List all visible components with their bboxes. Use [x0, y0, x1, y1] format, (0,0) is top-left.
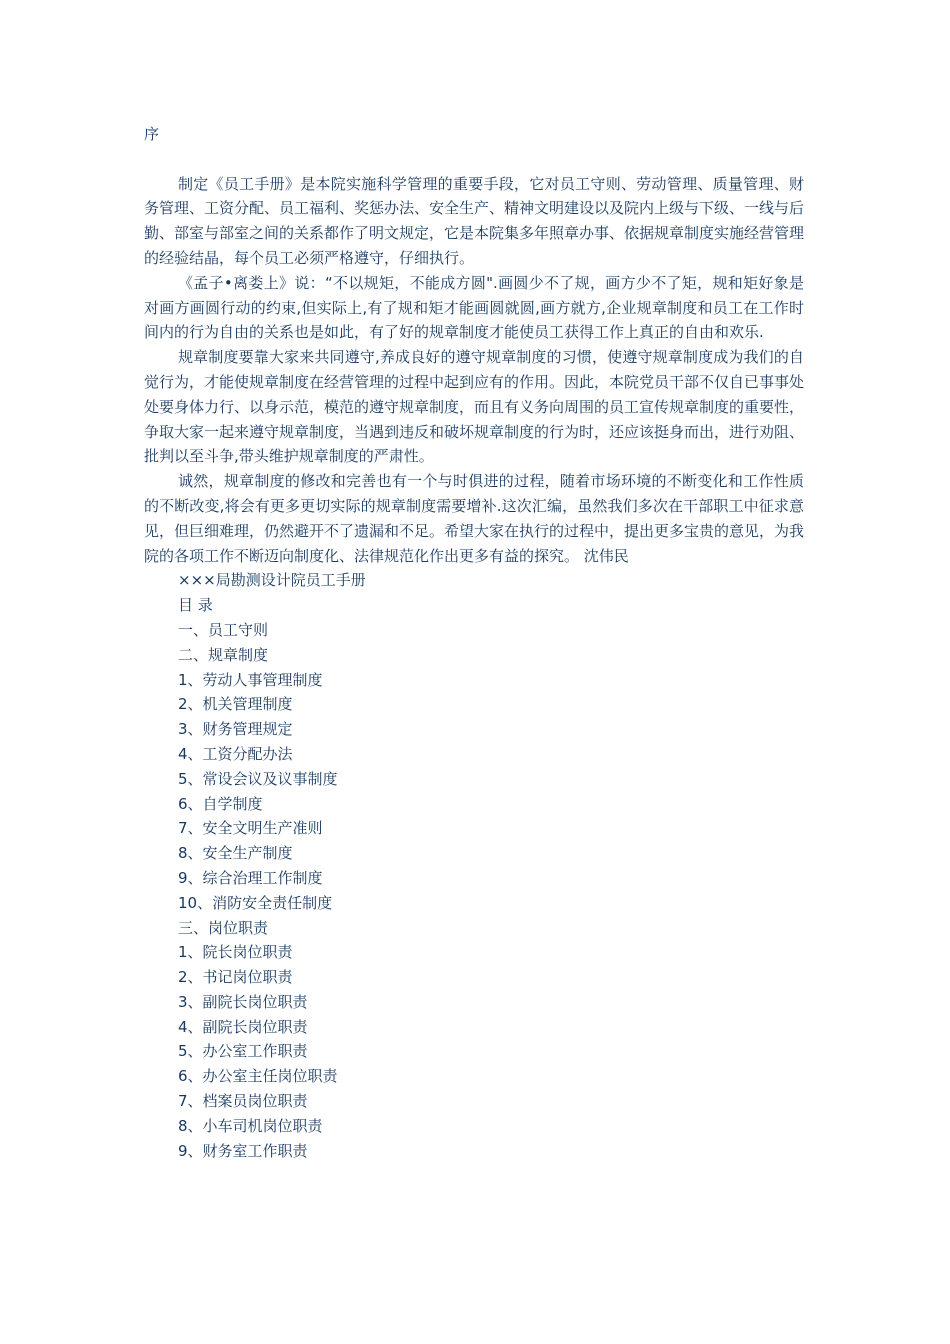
toc-item: 2、机关管理制度: [178, 695, 293, 714]
toc-item: 1、院长岗位职责: [178, 943, 293, 962]
toc-item: 三、岗位职责: [178, 918, 269, 937]
preface-heading: 序: [144, 125, 160, 143]
toc-item: 4、副院长岗位职责: [178, 1017, 308, 1036]
toc-item: 8、小车司机岗位职责: [178, 1116, 323, 1135]
toc-item: 3、副院长岗位职责: [178, 992, 308, 1011]
toc-item: 2、书记岗位职责: [178, 968, 293, 987]
preface-paragraph: 《孟子•离娄上》说：“不以规矩，不能成方圆".画圆少不了规，画方少不了矩，规和矩好象是对画方画圆行动的约束,但实际上,有了规和矩才能画圆就圆,画方就方,企业规章制度和员工在工作时间内的行为自由的关系也是如此，有了好的规章制度才能使员工获得工作上真正的自由和欢乐.: [144, 273, 804, 342]
toc-title: 目 录: [178, 596, 213, 615]
preface-paragraph: 规章制度要靠大家来共同遵守,养成良好的遵守规章制度的习惯，使遵守规章制度成为我们的自觉行为，才能使规章制度在经营管理的过程中起到应有的作用。因此，本院党员干部不仅自已事事处处要身体力行、以身示范，模范的遵守规章制度，而且有义务向周围的员工宣传规章制度的重要性，争取大家一起来遵守规章制度，当遇到违反和破坏规章制度的行为时，还应该挺身而出，进行劝阻、批判以至斗争,带头维护规章制度的严肃性。: [144, 348, 805, 466]
toc-item: 7、档案员岗位职责: [178, 1092, 308, 1111]
toc-item: 5、常设会议及议事制度: [178, 769, 338, 788]
toc-item: 5、办公室工作职责: [178, 1042, 308, 1061]
toc-item: 8、安全生产制度: [178, 844, 293, 863]
preface-paragraph: 诚然，规章制度的修改和完善也有一个与时俱进的过程，随着市场环境的不断变化和工作性质的不断改变,将会有更多更切实际的规章制度需要增补.这次汇编，虽然我们多次在干部职工中征求意见，但巨细难理，仍然避开不了遗漏和不足。希望大家在执行的过程中，提出更多宝贵的意见，为我院的各项工作不断迈向制度化、法律规范化作出更多有益的探究。 沈伟民: [144, 472, 805, 565]
toc-item: 6、自学制度: [178, 794, 263, 813]
toc-item: 一、员工守则: [178, 620, 269, 639]
preface-paragraph: 制定《员工手册》是本院实施科学管理的重要手段，它对员工守则、劳动管理、质量管理、财务管理、工资分配、员工福利、奖惩办法、安全生产、精神文明建设以及院内上级与下级、一线与后勤、部室与部室之间的关系都作了明文规定，它是本院集多年照章办事、依据规章制度实施经营管理的经验结晶，每个员工必须严格遵守，仔细执行。: [144, 174, 805, 267]
document-page: [144, 122, 804, 1163]
toc-item: 1、劳动人事管理制度: [178, 670, 323, 689]
toc-item: 7、安全文明生产准则: [178, 819, 323, 838]
toc-item: 二、规章制度: [178, 645, 269, 664]
toc-item: 9、综合治理工作制度: [178, 868, 323, 887]
toc-item: 4、工资分配办法: [178, 744, 293, 763]
document-title: ×××局勘测设计院员工手册: [178, 571, 366, 590]
toc-item: 9、财务室工作职责: [178, 1141, 308, 1160]
toc-item: 3、财务管理规定: [178, 720, 293, 739]
table-of-contents: [144, 618, 804, 1164]
toc-item: 6、办公室主任岗位职责: [178, 1067, 338, 1086]
toc-item: 10、消防安全责任制度: [178, 893, 333, 912]
